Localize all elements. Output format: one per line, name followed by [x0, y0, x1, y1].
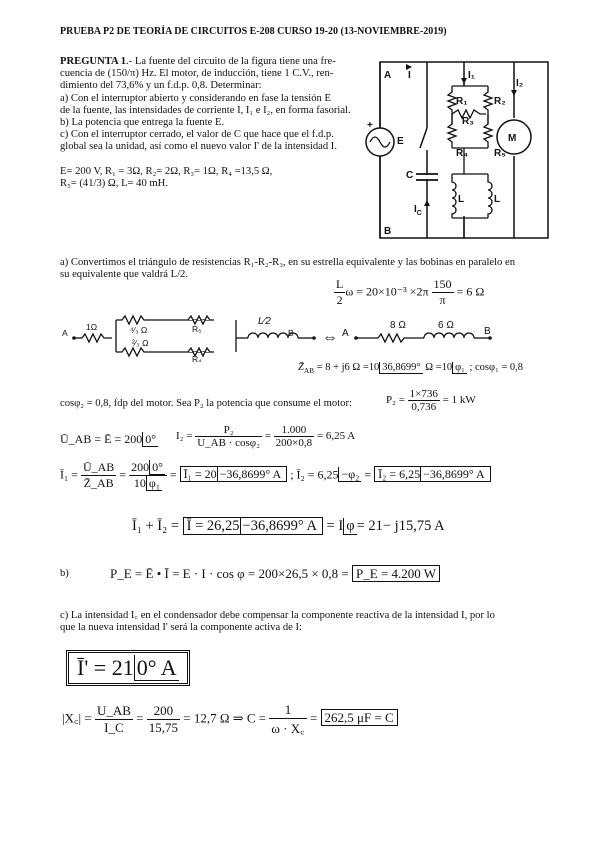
- net-left-node-a: A: [62, 328, 68, 338]
- result-i1-box: Ī₁ = 20 −36,8699° A: [180, 466, 288, 482]
- switch-icon: [420, 128, 427, 148]
- net-right-node-b: B: [484, 326, 491, 337]
- page-title: PRUEBA P2 DE TEORÍA DE CIRCUITOS E-208 CURSO 19-20 (13-NOVIEMBRE-2019): [60, 26, 447, 37]
- current-i-label: I: [408, 70, 411, 81]
- question-line: .- La fuente del circuito de la figura tiene una fre-: [126, 56, 336, 67]
- equation-i2: I₂ = $\frac{\text{P₂}}{\text{U\_AB · cosφ₂}}$ = $\frac{1.000}{200\times 0,8}$ = 6,25 A: [176, 424, 356, 449]
- question-line: dimiento del 73,6% y un f.d.p. 0,8. Determinar:: [60, 80, 262, 92]
- net-left-node-b: B: [288, 328, 294, 338]
- equation-p2: P₂ = $\frac{1\times 736}{0,736}$ = 1 kW: [386, 388, 476, 413]
- question-line: c) Con el interruptor cerrado, el valor de C que hace que el f.d.p.: [60, 129, 334, 141]
- question-line: global sea la unidad, así como el nuevo valor I' de la intensidad I.: [60, 141, 337, 153]
- result-i-box: Ī = 26,25 −36,8699° A: [183, 517, 323, 535]
- question-label: PREGUNTA 1: [60, 56, 127, 67]
- result-pe-box: P_E = 4.200 W: [352, 565, 440, 582]
- equation-zab: $Z̄_{AB} = 8 + j6$ Ω =10 36,8699° Ω =10 φ₁ ; cosφ₁ = 0,8: [298, 362, 524, 376]
- r3-label: R₃: [462, 116, 474, 127]
- capacitor-label: C: [406, 170, 414, 181]
- r5-label: R₅: [494, 148, 506, 159]
- resistor-r4-icon: [448, 114, 456, 148]
- part-c-intro: [60, 610, 550, 634]
- data-line: R₅= (41/3) Ω, L= 40 mH.: [60, 177, 168, 189]
- source-plus-label: +: [367, 120, 373, 131]
- question-statement: [60, 56, 360, 190]
- inductor-l2-icon: [488, 174, 492, 218]
- r2-label: R₂: [494, 96, 506, 107]
- data-line: E= 200 V, R₁ = 3Ω, R₂= 2Ω, R₃= 1Ω, R₄ =13,5 Ω,: [60, 165, 273, 177]
- equation-xc: |X꜀| = $\frac{U\_AB}{I\_C}$ = $\frac{200}{15,75}$ = 12,7 Ω ⇒ C = $\frac{1}{\omega \cdot X꜀}$ = 262,5 μF = C: [62, 702, 398, 737]
- result-iprime-box: Ī' = 21 0° A: [66, 650, 190, 686]
- net-left-2-3ohm: ²⁄₃ Ω: [132, 338, 149, 348]
- resistor-r5-icon: [484, 114, 492, 148]
- text-line: su equivalente que valdrá L/2.: [60, 269, 188, 281]
- cos-phi2-text: cosφ₂ = 0,8, fdp del motor. Sea P₂ la potencia que consume el motor:: [60, 398, 352, 409]
- question-line: de la fuente, las intensidades de corriente I, I₁ e I₂, en forma fasorial.: [60, 104, 351, 116]
- resistor-8ohm-icon: [378, 334, 424, 342]
- node-b-label: B: [384, 226, 392, 237]
- inductor-l2-label: L: [494, 194, 501, 205]
- question-line: cuencia de (150/π) Hz. El motor, de inducción, tiene 1 C.V., ren-: [60, 68, 334, 80]
- equivalent-network-diagram: [60, 306, 550, 362]
- equation-i1: Ī₁ = $\frac{Ū\_AB}{Z̄\_AB}$ = $\frac{200 0^\circ}{\text{10 φ₁}}$ = Ī₁ = 20 −36,8699° A ; Ī₂ = 6,25 −φ₂ = Ī₂ = 6,25 −36,8699° A: [60, 460, 491, 491]
- result-c-box: 262,5 μF = C: [321, 709, 398, 726]
- equation-l-omega: $\frac{L}{2}$ ω = 20×10⁻³ ×2π $\frac{150}{\pi}$ = 6 Ω: [336, 277, 485, 307]
- text-line: c) La intensidad I꜀ en el condensador debe compensar la componente reactiva de la intensidad I, por lo: [60, 610, 495, 621]
- resistor-network: [448, 86, 492, 238]
- text-line: que la nueva intensidad I' será la componente activa de I:: [60, 622, 302, 634]
- current-i2-label: I₂: [516, 78, 524, 89]
- text-line: a) Convertimos el triángulo de resistencias R₁-R₂-R₃, en su estrella equivalente y las bobinas en paralelo en: [60, 257, 516, 268]
- resistor-1ohm-icon: [82, 334, 112, 342]
- part-b-label: b): [60, 568, 69, 579]
- inductor-l1-label: L: [458, 194, 465, 205]
- equation-i-sum: Ī₁ + Ī₂ = Ī = 26,25 −36,8699° A = I φ = 21− j15,75 A: [132, 518, 445, 534]
- resistor-r5-net-icon: [188, 316, 210, 324]
- net-left-1ohm: 1Ω: [86, 322, 98, 332]
- source-e-label: E: [397, 136, 404, 147]
- node-a-label: A: [384, 70, 392, 81]
- circuit-diagram: [364, 56, 554, 244]
- net-left-r5: R₅: [192, 324, 202, 334]
- question-line: a) Con el interruptor abierto y considerando en fase la tensión E: [60, 92, 331, 104]
- question-line: b) La potencia que entrega la fuente E.: [60, 117, 225, 129]
- current-ic-label: $I_C$: [414, 204, 422, 217]
- inductor-6ohm-icon: [424, 333, 474, 338]
- equation-uab: Ū_AB = Ē = 200 0°: [60, 432, 157, 446]
- net-left-l-half: L⁄2: [258, 316, 271, 327]
- r1-label: R₁: [456, 96, 468, 107]
- net-right-8ohm: 8 Ω: [390, 320, 406, 331]
- inductor-l1-icon: [452, 174, 456, 218]
- net-right-node-a: A: [342, 328, 349, 339]
- equivalence-arrow: ⇔: [322, 329, 338, 346]
- net-left-4-3ohm: ⁴⁄₃ Ω: [130, 325, 148, 335]
- net-left-r4: R₄: [192, 354, 202, 362]
- r4-label: R₄: [456, 148, 468, 159]
- net-right-6ohm: 6 Ω: [438, 320, 454, 331]
- equation-pe: P_E = Ē • Ī = E · I · cos φ = 200×26,5 × 0,8 = P_E = 4.200 W: [110, 566, 440, 582]
- current-i1-label: I₁: [468, 70, 475, 81]
- result-i2-box: Ī₂ = 6,25 −36,8699° A: [374, 466, 491, 482]
- motor-label: M: [508, 133, 517, 144]
